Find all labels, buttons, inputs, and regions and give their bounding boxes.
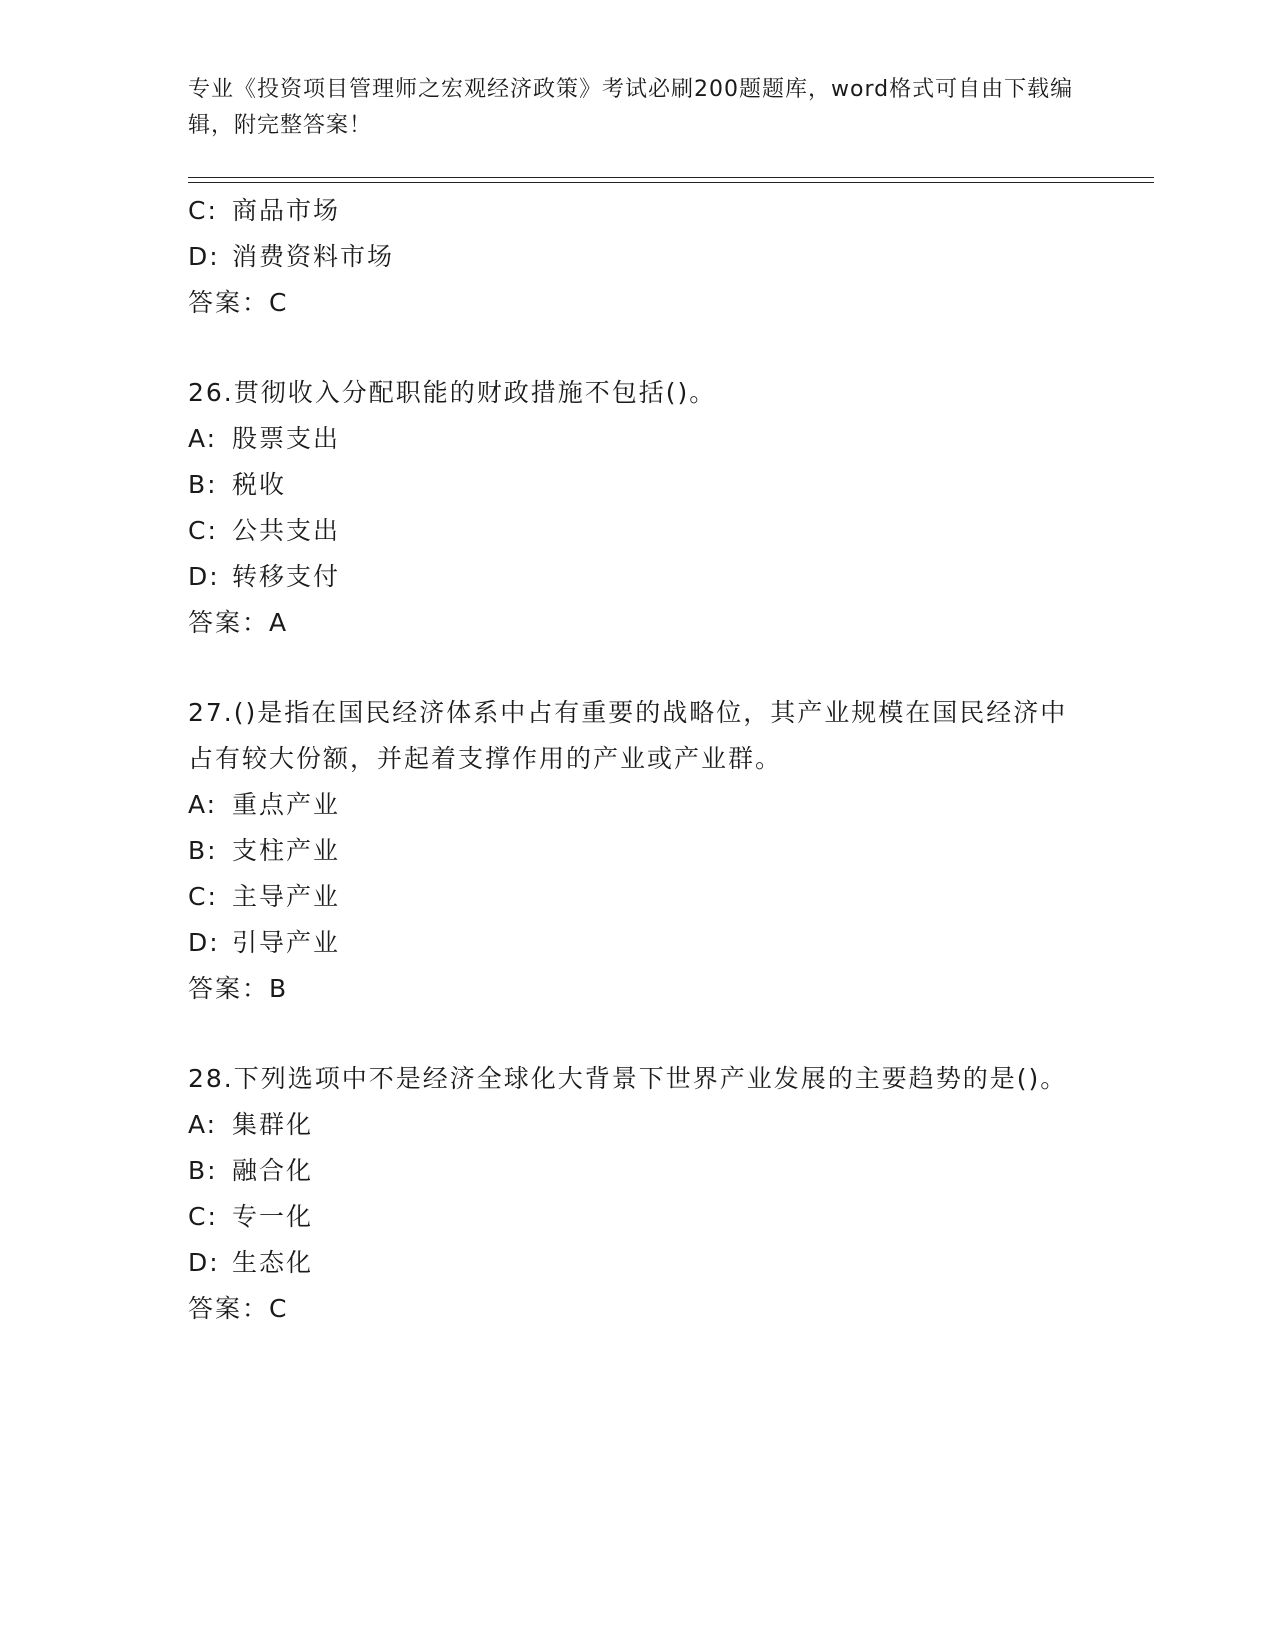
option-text: 主导产业 (232, 882, 341, 911)
option-text: 集群化 (232, 1110, 314, 1139)
option-item (188, 462, 1088, 508)
header-divider (188, 177, 1154, 178)
question-27 (188, 690, 1088, 1012)
answer-line: 答案：C (188, 1294, 289, 1323)
option-key: C: (188, 1202, 218, 1231)
option-key: A: (188, 1110, 218, 1139)
option-item (188, 782, 1088, 828)
page-header: 专业《投资项目管理师之宏观经济政策》考试必刷200题题库，word格式可自由下载编辑，附完整答案！ (188, 77, 1074, 138)
option-item (188, 1194, 1088, 1240)
option-key: B: (188, 1156, 218, 1185)
option-key: C: (188, 516, 218, 545)
option-item (188, 554, 1088, 600)
option-item (188, 234, 1088, 280)
option-key: D: (188, 562, 220, 591)
option-key: D: (188, 242, 220, 271)
option-text: 税收 (232, 470, 287, 499)
option-key: D: (188, 928, 220, 957)
answer-line: 答案：C (188, 288, 289, 317)
option-item (188, 416, 1088, 462)
answer-line: 答案：B (188, 974, 289, 1003)
option-text: 支柱产业 (232, 836, 341, 865)
option-key: C: (188, 196, 218, 225)
option-text: 生态化 (232, 1248, 314, 1277)
option-item (188, 1148, 1088, 1194)
option-text: 融合化 (232, 1156, 314, 1185)
option-item (188, 1240, 1088, 1286)
option-text: 专一化 (232, 1202, 314, 1231)
question-stem: 28.下列选项中不是经济全球化大背景下世界产业发展的主要趋势的是()。 (188, 1064, 1068, 1093)
option-key: B: (188, 836, 218, 865)
option-text: 商品市场 (232, 196, 341, 225)
option-item (188, 874, 1088, 920)
option-text: 转移支付 (232, 562, 341, 591)
option-item (188, 828, 1088, 874)
option-key: B: (188, 470, 218, 499)
option-key: A: (188, 790, 218, 819)
question-stem: 27.()是指在国民经济体系中占有重要的战略位，其产业规模在国民经济中占有较大份额，并起着支撑作用的产业或产业群。 (188, 698, 1068, 773)
option-text: 股票支出 (232, 424, 341, 453)
question-stem: 26.贯彻收入分配职能的财政措施不包括()。 (188, 378, 717, 407)
option-text: 重点产业 (232, 790, 341, 819)
answer-line: 答案：A (188, 608, 289, 637)
option-item (188, 188, 1088, 234)
document-body (188, 188, 1088, 1332)
question-26 (188, 370, 1088, 646)
option-key: D: (188, 1248, 220, 1277)
option-item (188, 508, 1088, 554)
option-item (188, 920, 1088, 966)
previous-question-fragment (188, 188, 1088, 326)
option-text: 引导产业 (232, 928, 341, 957)
option-item (188, 1102, 1088, 1148)
option-text: 公共支出 (232, 516, 341, 545)
question-28 (188, 1056, 1088, 1332)
option-key: C: (188, 882, 218, 911)
header-divider-double (188, 182, 1154, 183)
option-text: 消费资料市场 (232, 242, 395, 271)
option-key: A: (188, 424, 218, 453)
